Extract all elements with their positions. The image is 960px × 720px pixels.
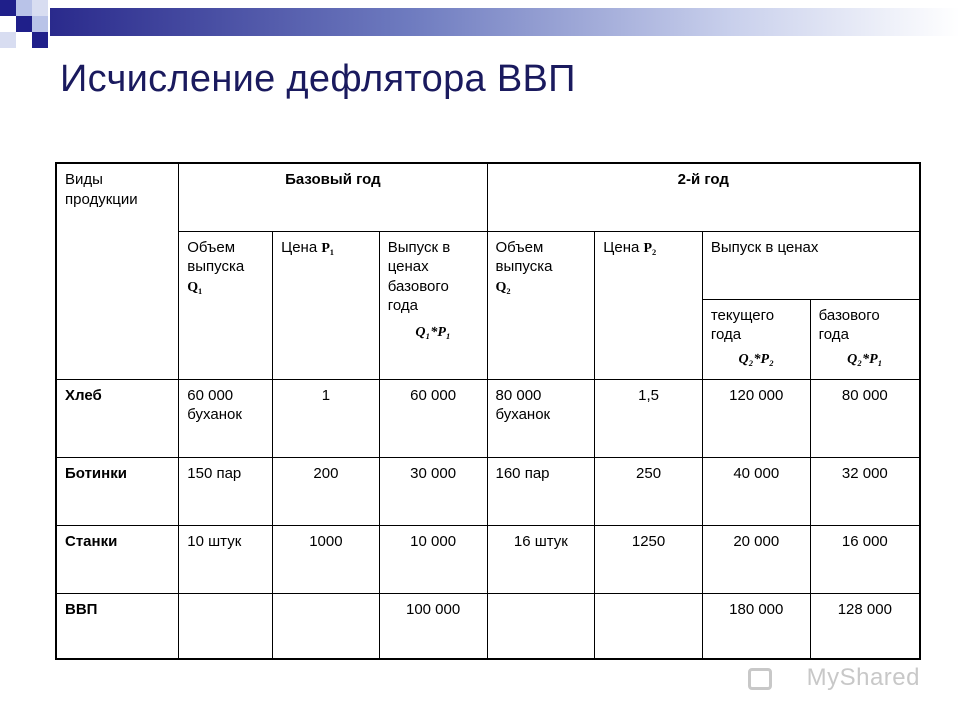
header-volume2: Объем выпуска Q₂ bbox=[487, 231, 595, 379]
watermark-logo-icon bbox=[748, 668, 772, 690]
decor-square bbox=[32, 32, 48, 48]
header-base-year-sub: базового года Q₂*P₁ bbox=[810, 299, 920, 379]
gdp-deflator-table bbox=[55, 162, 921, 660]
decor-square bbox=[0, 0, 16, 16]
header-output-base: Выпуск в ценах базового года Q₁*P₁ bbox=[379, 231, 487, 379]
header-output-in-prices: Выпуск в ценах bbox=[702, 231, 920, 299]
header-second-year: 2-й год bbox=[487, 163, 920, 231]
slide-title: Исчисление дефлятора ВВП bbox=[60, 58, 576, 100]
decor-square bbox=[0, 32, 16, 48]
table-row-total: ВВП 100 000 180 000 128 000 bbox=[56, 593, 920, 659]
table-row: Хлеб 60 000 буханок 1 60 000 80 000 буханок 1,5 120 000 80 000 bbox=[56, 379, 920, 457]
header-products: Виды продукции bbox=[56, 163, 179, 379]
decor-square bbox=[32, 0, 48, 16]
decor-square bbox=[16, 16, 32, 32]
header-gradient-bar bbox=[50, 8, 960, 36]
decor-square bbox=[32, 16, 48, 32]
watermark: MyShared bbox=[806, 664, 920, 691]
header-volume1: Объем выпуска Q₁ bbox=[179, 231, 273, 379]
table-row: Станки 10 штук 1000 10 000 16 штук 1250 20 000 16 000 bbox=[56, 525, 920, 593]
header-current-year: текущего года Q₂*P₂ bbox=[702, 299, 810, 379]
header-base-year: Базовый год bbox=[179, 163, 487, 231]
header-price2: Цена P₂ bbox=[595, 231, 703, 379]
decor-square bbox=[16, 0, 32, 16]
header-price1: Цена P₁ bbox=[273, 231, 380, 379]
table-row: Ботинки 150 пар 200 30 000 160 пар 250 40 000 32 000 bbox=[56, 457, 920, 525]
